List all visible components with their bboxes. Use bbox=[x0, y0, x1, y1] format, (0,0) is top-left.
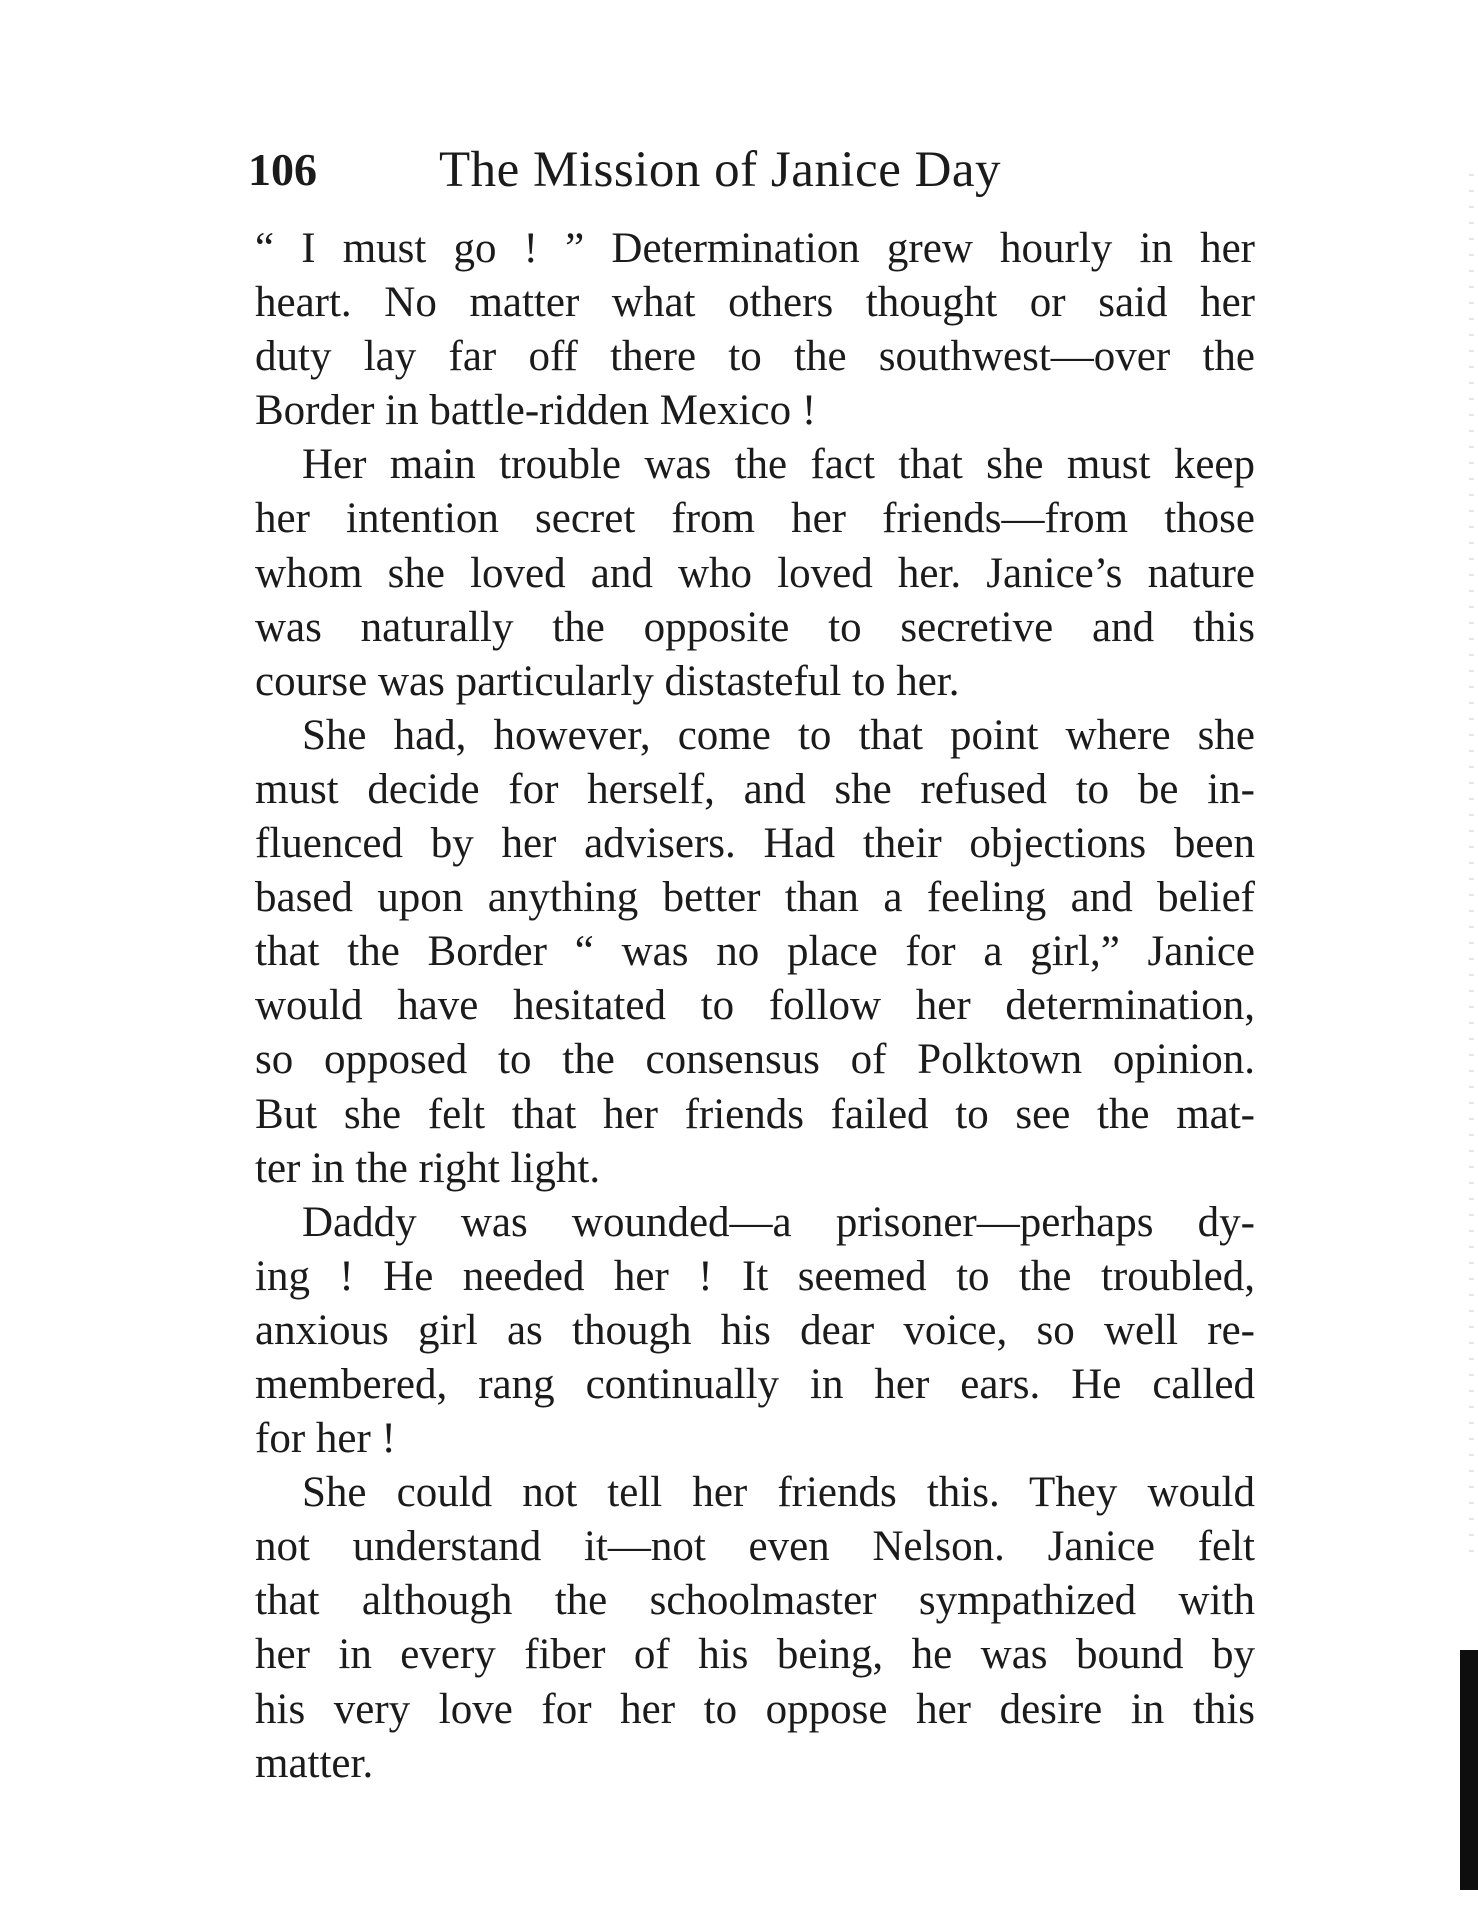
text-line: ter in the right light. bbox=[255, 1144, 601, 1192]
text-line: was naturally the opposite to secretive and this bbox=[255, 603, 1255, 651]
text-line: based upon anything better than a feeling and belief bbox=[255, 874, 1255, 922]
text-line: duty lay far off there to the southwest—over the bbox=[255, 333, 1255, 381]
text-line: Daddy was wounded—a prisoner—perhaps dy- bbox=[302, 1198, 1255, 1246]
page-number: 106 bbox=[248, 144, 317, 195]
text-line: must decide for herself, and she refused to be in- bbox=[255, 765, 1255, 813]
text-line: She had, however, come to that point where she bbox=[302, 711, 1255, 759]
text-line: so opposed to the consensus of Polktown opinion. bbox=[255, 1036, 1255, 1084]
text-line: that the Border “ was no place for a girl,” Janice bbox=[255, 928, 1255, 976]
text-line: his very love for her to oppose her desire in this bbox=[255, 1685, 1255, 1733]
text-line: She could not tell her friends this. They would bbox=[302, 1469, 1255, 1517]
text-line: heart. No matter what others thought or said her bbox=[255, 279, 1255, 327]
text-line: not understand it—not even Nelson. Janice felt bbox=[255, 1523, 1255, 1571]
text-line: anxious girl as though his dear voice, so well re- bbox=[255, 1306, 1255, 1354]
text-line: for her ! bbox=[255, 1415, 396, 1463]
text-line: Border in battle-ridden Mexico ! bbox=[255, 387, 817, 435]
text-line: fluenced by her advisers. Had their objections been bbox=[255, 820, 1255, 868]
scan-edge-shadow bbox=[1460, 1650, 1478, 1890]
text-line: would have hesitated to follow her determination, bbox=[255, 982, 1255, 1030]
text-line: matter. bbox=[255, 1739, 374, 1787]
text-line: “ I must go ! ” Determination grew hourly in her bbox=[255, 225, 1255, 272]
text-line: her intention secret from her friends—from those bbox=[255, 495, 1255, 543]
page-body-text bbox=[255, 222, 1255, 1791]
running-title: The Mission of Janice Day bbox=[439, 142, 1002, 198]
text-line: course was particularly distasteful to her. bbox=[255, 657, 960, 705]
text-line: But she felt that her friends failed to see the mat- bbox=[255, 1090, 1255, 1138]
text-line: that although the schoolmaster sympathized with bbox=[255, 1577, 1255, 1625]
text-line: her in every fiber of his being, he was bound by bbox=[255, 1631, 1255, 1679]
scan-edge-speckle bbox=[1469, 160, 1474, 1560]
text-line: ing ! He needed her ! It seemed to the troubled, bbox=[255, 1252, 1255, 1300]
text-line: whom she loved and who loved her. Janice’s nature bbox=[255, 549, 1255, 597]
page-header bbox=[248, 135, 1268, 205]
text-line: membered, rang continually in her ears. He called bbox=[255, 1360, 1255, 1408]
text-line: Her main trouble was the fact that she must keep bbox=[302, 441, 1255, 489]
